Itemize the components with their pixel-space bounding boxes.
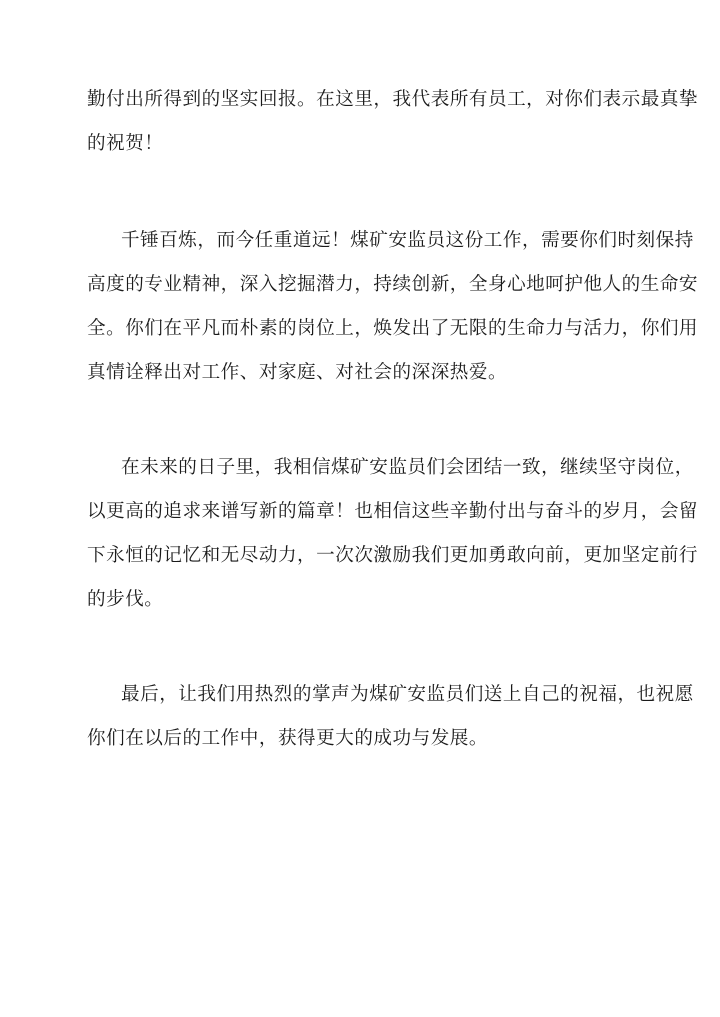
- paragraph-1-line-1: 勤付出所得到的坚实回报。在这里，我代表所有员工，对你们表示最真挚: [87, 89, 699, 110]
- paragraph-4-line-1: 最后，让我们用热烈的掌声为煤矿安监员们送上自己的祝福，也祝愿: [121, 684, 694, 705]
- paragraph-2-line-3: 全。你们在平凡而朴素的岗位上，焕发出了无限的生命力与活力，你们用: [87, 318, 699, 339]
- paragraph-3-line-4: 的步伐。: [87, 589, 164, 610]
- paragraph-3-line-2: 以更高的追求来谱写新的篇章！也相信这些辛勤付出与奋斗的岁月，会留: [87, 501, 699, 522]
- paragraph-3-line-1: 在未来的日子里，我相信煤矿安监员们会团结一致，继续坚守岗位，: [121, 457, 694, 478]
- paragraph-2-line-1: 千锤百炼，而今任重道远！煤矿安监员这份工作，需要你们时刻保持: [121, 230, 694, 251]
- paragraph-1-line-2: 的祝贺！: [87, 133, 164, 154]
- paragraph-3-line-3: 下永恒的记忆和无尽动力，一次次激励我们更加勇敢向前，更加坚定前行: [87, 545, 699, 566]
- paragraph-4-line-2: 你们在以后的工作中，获得更大的成功与发展。: [87, 728, 488, 749]
- paragraph-2-line-4: 真情诠释出对工作、对家庭、对社会的深深热爱。: [87, 362, 508, 383]
- paragraph-2-line-2: 高度的专业精神，深入挖掘潜力，持续创新，全身心地呵护他人的生命安: [87, 274, 699, 295]
